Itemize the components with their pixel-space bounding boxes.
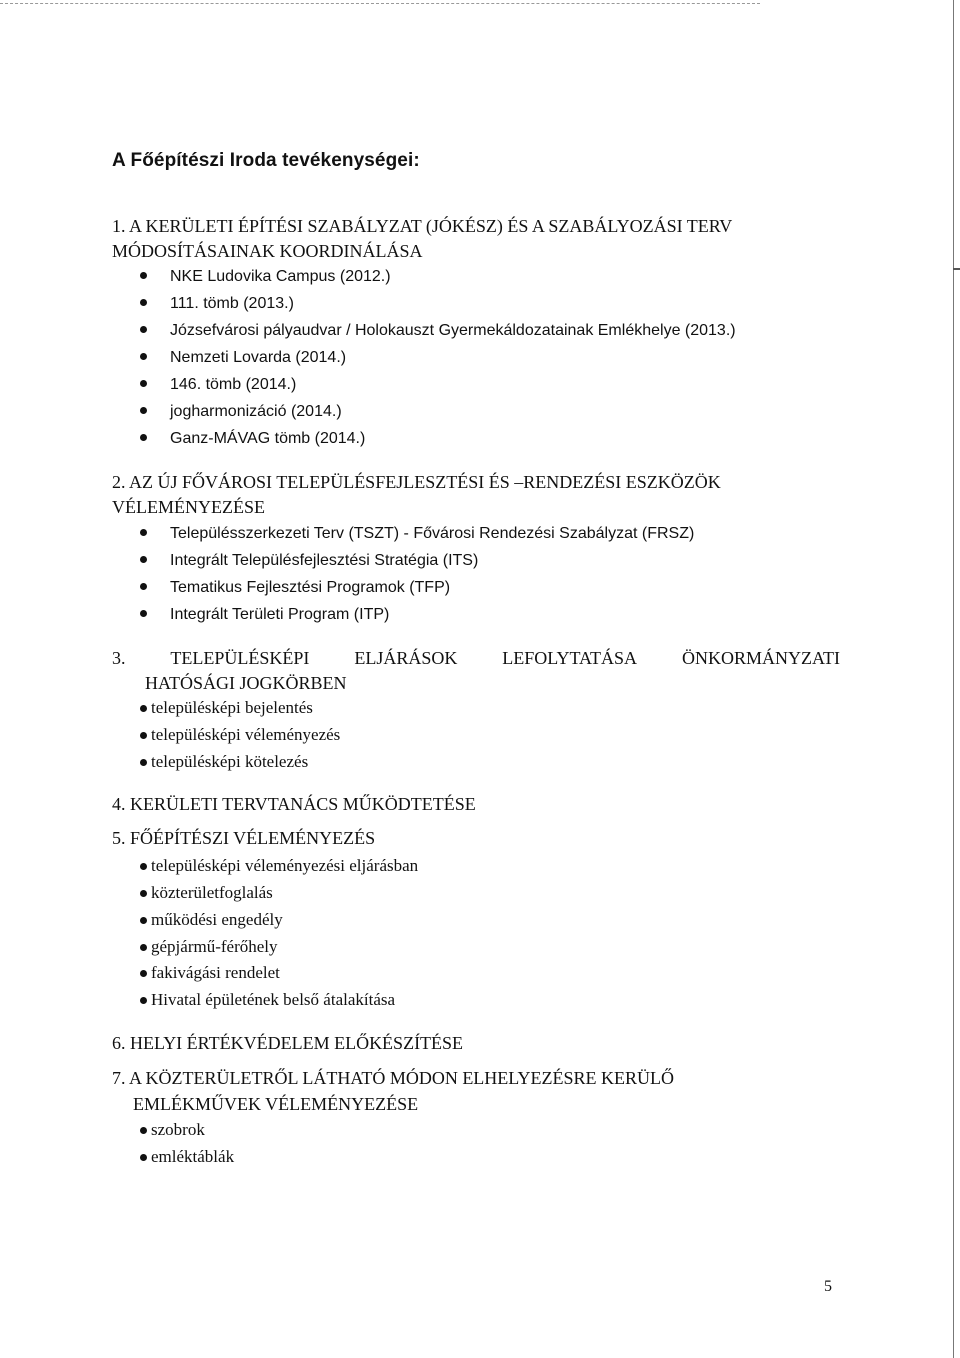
list-item: Integrált Településfejlesztési Stratégia (ITS) — [140, 550, 478, 572]
bullet-icon — [140, 434, 147, 441]
list-item: működési engedély — [140, 909, 283, 931]
section-2-title-line2: VÉLEMÉNYEZÉSE — [112, 497, 265, 517]
bullet-icon — [140, 997, 147, 1004]
list-item: Településszerkezeti Terv (TSZT) - Fővárosi Rendezési Szabályzat (FRSZ) — [140, 523, 694, 545]
section-1-title-line2: MÓDOSÍTÁSAINAK KOORDINÁLÁSA — [112, 241, 423, 261]
section-1-number: 1. — [112, 216, 126, 236]
list-item: szobrok — [140, 1119, 205, 1141]
scan-edge-mark — [953, 268, 960, 270]
bullet-icon — [140, 732, 147, 739]
page-number: 5 — [824, 1278, 832, 1295]
list-item: fakivágási rendelet — [140, 962, 280, 984]
section-3-title-word: ÖNKORMÁNYZATI — [681, 648, 840, 668]
section-7-title-line1: A KÖZTERÜLETRŐL LÁTHATÓ MÓDON ELHELYEZÉSRE KERÜLŐ — [129, 1068, 674, 1088]
section-3-number: 3. — [112, 648, 126, 668]
list-item: településképi véleményezés — [140, 724, 340, 746]
bullet-icon — [140, 970, 147, 977]
section-5-number: 5. — [112, 828, 126, 848]
section-3-title — [112, 646, 840, 671]
section-3-title-line2: HATÓSÁGI JOGKÖRBEN — [145, 673, 347, 693]
scan-top-rule — [0, 3, 760, 5]
section-1-title — [112, 214, 732, 239]
bullet-icon — [140, 326, 147, 333]
list-item: Ganz-MÁVAG tömb (2014.) — [140, 428, 365, 450]
section-3-title-word: LEFOLYTATÁSA — [502, 648, 638, 668]
list-item: közterületfoglalás — [140, 882, 273, 904]
section-2-number: 2. — [112, 472, 126, 492]
bullet-icon — [140, 556, 147, 563]
list-item: településképi kötelezés — [140, 751, 308, 773]
bullet-icon — [140, 353, 147, 360]
bullet-icon — [140, 863, 147, 870]
list-item: Tematikus Fejlesztési Programok (TFP) — [140, 577, 450, 599]
list-item: Józsefvárosi pályaudvar / Holokauszt Gyermekáldozatainak Emlékhelye (2013.) — [140, 320, 736, 342]
bullet-icon — [140, 917, 147, 924]
list-item: NKE Ludovika Campus (2012.) — [140, 266, 391, 288]
section-4-title-line1: KERÜLETI TERVTANÁCS MŰKÖDTETÉSE — [130, 794, 476, 814]
bullet-icon — [140, 529, 147, 536]
section-3-title-word: TELEPÜLÉSKÉPI — [170, 648, 310, 668]
list-item: településképi véleményezési eljárásban — [140, 855, 418, 877]
section-3-title-word: ELJÁRÁSOK — [354, 648, 458, 668]
section-6-title-line1: HELYI ÉRTÉKVÉDELEM ELŐKÉSZÍTÉSE — [130, 1033, 464, 1053]
section-2-title — [112, 470, 721, 495]
bullet-icon — [140, 583, 147, 590]
section-1-title-line1: A KERÜLETI ÉPÍTÉSI SZABÁLYZAT (JÓKÉSZ) ÉS A SZABÁLYOZÁSI TERV — [129, 216, 733, 236]
section-6-number: 6. — [112, 1033, 126, 1053]
bullet-icon — [140, 299, 147, 306]
section-4-title — [112, 792, 476, 817]
page-heading: A Főépítészi Iroda tevékenységei: — [112, 150, 420, 171]
bullet-icon — [140, 759, 147, 766]
bullet-icon — [140, 944, 147, 951]
list-item: településképi bejelentés — [140, 697, 313, 719]
list-item: jogharmonizáció (2014.) — [140, 401, 342, 423]
list-item: 111. tömb (2013.) — [140, 293, 294, 315]
section-7-title — [112, 1066, 674, 1091]
list-item: 146. tömb (2014.) — [140, 374, 296, 396]
bullet-icon — [140, 890, 147, 897]
section-4-number: 4. — [112, 794, 126, 814]
section-5-title — [112, 826, 375, 851]
list-item: gépjármű-férőhely — [140, 936, 278, 958]
section-7-title-line2: EMLÉKMŰVEK VÉLEMÉNYEZÉSE — [133, 1094, 419, 1114]
bullet-icon — [140, 407, 147, 414]
bullet-icon — [140, 272, 147, 279]
list-item: Integrált Területi Program (ITP) — [140, 604, 389, 626]
bullet-icon — [140, 1127, 147, 1134]
bullet-icon — [140, 610, 147, 617]
section-2-title-line1: AZ ÚJ FŐVÁROSI TELEPÜLÉSFEJLESZTÉSI ÉS –RENDEZÉSI ESZKÖZÖK — [129, 472, 721, 492]
section-5-title-line1: FŐÉPÍTÉSZI VÉLEMÉNYEZÉS — [130, 828, 376, 848]
bullet-icon — [140, 1154, 147, 1161]
section-7-number: 7. — [112, 1068, 126, 1088]
list-item: Hivatal épületének belső átalakítása — [140, 989, 395, 1011]
bullet-icon — [140, 380, 147, 387]
list-item: emléktáblák — [140, 1146, 234, 1168]
list-item: Nemzeti Lovarda (2014.) — [140, 347, 346, 369]
bullet-icon — [140, 705, 147, 712]
section-6-title — [112, 1031, 463, 1056]
scan-page-edge — [953, 0, 954, 1358]
